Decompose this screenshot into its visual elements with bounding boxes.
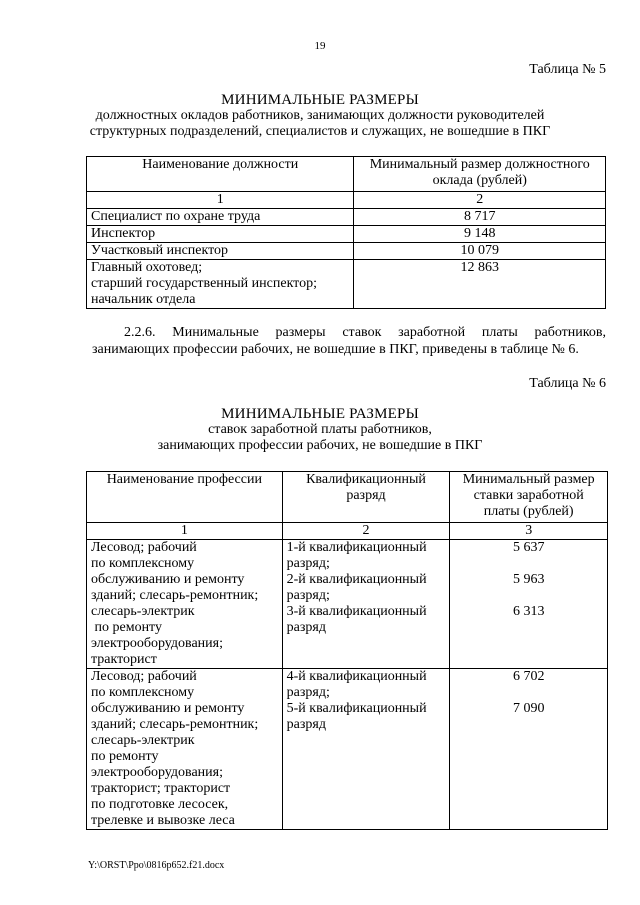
table6-subtitle-line-1: ставок заработной платы работников, bbox=[208, 422, 432, 437]
footer-file-path: Y:\ORST\Ppo\0816p652.f21.docx bbox=[88, 860, 225, 871]
table6-grades bbox=[282, 669, 450, 830]
profession-line: зданий; слесарь-ремонтник; bbox=[91, 717, 259, 732]
paragraph-line-1: 2.2.6. Минимальные размеры ставок заработной платы работников, bbox=[124, 325, 606, 340]
table6-header-rate bbox=[450, 472, 608, 523]
table-row bbox=[87, 260, 606, 309]
table5-salary: 9 148 bbox=[354, 226, 606, 243]
table5-title: МИНИМАЛЬНЫЕ РАЗМЕРЫ bbox=[221, 92, 419, 108]
table5-subtitle-line-2: структурных подразделений, специалистов и служащих, не вошедшие в ПКГ bbox=[89, 124, 551, 139]
rate-value: 7 090 bbox=[512, 701, 545, 716]
rate-value: 6 313 bbox=[512, 604, 545, 619]
profession-line: по ремонту bbox=[91, 620, 162, 635]
page-number: 19 bbox=[314, 40, 326, 52]
table6-header-rate-line: платы (рублей) bbox=[483, 504, 574, 519]
table6-header-row bbox=[87, 472, 608, 523]
table5-header-salary: Минимальный размер должностного оклада (рублей) bbox=[354, 157, 606, 192]
rate-value: 5 637 bbox=[512, 540, 545, 555]
grade-line: разряд bbox=[286, 717, 326, 732]
table6-header-rate-line: Минимальный размер bbox=[462, 472, 595, 487]
grade-line: разряд; bbox=[286, 685, 330, 700]
profession-line: зданий; слесарь-ремонтник; bbox=[91, 588, 259, 603]
profession-line: трелевке и вывозке леса bbox=[91, 813, 235, 828]
table5-position-line: начальник отдела bbox=[91, 292, 196, 307]
table6-heading bbox=[60, 406, 580, 454]
profession-line: по подготовке лесосек, bbox=[91, 797, 229, 812]
profession-line: по ремонту bbox=[91, 749, 159, 764]
grade-line: 2-й квалификационный bbox=[286, 572, 427, 587]
table-row bbox=[87, 226, 606, 243]
table5-colnum-2: 2 bbox=[354, 192, 606, 209]
table5-colnum-1: 1 bbox=[87, 192, 354, 209]
profession-line: по комплексному bbox=[91, 685, 195, 700]
profession-line: электрооборудования; bbox=[91, 765, 223, 780]
table6-header-profession: Наименование профессии bbox=[87, 472, 283, 523]
table5-header-position: Наименование должности bbox=[87, 157, 354, 192]
table5-position-line: Главный охотовед; bbox=[91, 260, 203, 275]
table6-rates bbox=[450, 540, 608, 669]
paragraph-2-2-6 bbox=[92, 324, 606, 358]
table5-position: Специалист по охране труда bbox=[87, 209, 354, 226]
table6-header-rate-line: ставки заработной bbox=[473, 488, 584, 503]
table5-salary: 10 079 bbox=[354, 243, 606, 260]
table6-profession bbox=[87, 540, 283, 669]
profession-line: Лесовод; рабочий bbox=[91, 540, 197, 555]
paragraph-line-2: занимающих профессии рабочих, не вошедшие в ПКГ, приведены в таблице № 6. bbox=[92, 342, 579, 357]
grade-line: разряд; bbox=[286, 556, 330, 571]
table6-profession bbox=[87, 669, 283, 830]
table6-header-grade-line: разряд bbox=[346, 488, 386, 503]
table5-position: Инспектор bbox=[87, 226, 354, 243]
profession-line: тракторист bbox=[91, 652, 157, 667]
profession-line: обслуживанию и ремонту bbox=[91, 701, 245, 716]
profession-line: электрооборудования; bbox=[91, 636, 223, 651]
table5-position: Участковый инспектор bbox=[87, 243, 354, 260]
table5-heading bbox=[60, 92, 580, 140]
table-row bbox=[87, 669, 608, 830]
profession-line: слесарь-электрик bbox=[91, 604, 195, 619]
profession-line: обслуживанию и ремонту bbox=[91, 572, 245, 587]
grade-line: 4-й квалификационный bbox=[286, 669, 427, 684]
table6 bbox=[86, 471, 608, 830]
table5-number-label: Таблица № 5 bbox=[529, 62, 606, 77]
table6-grades bbox=[282, 540, 450, 669]
rate-value: 5 963 bbox=[512, 572, 545, 587]
table5-salary: 8 717 bbox=[354, 209, 606, 226]
table6-header-grade bbox=[282, 472, 450, 523]
grade-line: 5-й квалификационный bbox=[286, 701, 427, 716]
table6-colnum-1: 1 bbox=[87, 523, 283, 540]
grade-line: 1-й квалификационный bbox=[286, 540, 427, 555]
table5-position bbox=[87, 260, 354, 309]
grade-line: разряд bbox=[286, 620, 326, 635]
grade-line: 3-й квалификационный bbox=[286, 604, 427, 619]
table5-header-row bbox=[87, 157, 606, 192]
table5-subtitle-line-1: должностных окладов работников, занимающих должности руководителей bbox=[95, 108, 545, 123]
table6-number-label: Таблица № 6 bbox=[529, 376, 606, 391]
table6-rates bbox=[450, 669, 608, 830]
profession-line: слесарь-электрик bbox=[91, 733, 195, 748]
table6-colnum-row bbox=[87, 523, 608, 540]
table6-title: МИНИМАЛЬНЫЕ РАЗМЕРЫ bbox=[221, 406, 419, 422]
table6-header-grade-line: Квалификационный bbox=[306, 472, 426, 487]
table5-position-line: старший государственный инспектор; bbox=[91, 276, 318, 291]
profession-line: по комплексному bbox=[91, 556, 195, 571]
table-row bbox=[87, 540, 608, 669]
rate-value: 6 702 bbox=[512, 669, 545, 684]
table6-colnum-2: 2 bbox=[282, 523, 450, 540]
table6-colnum-3: 3 bbox=[450, 523, 608, 540]
table6-subtitle-line-2: занимающих профессии рабочих, не вошедшие в ПКГ bbox=[157, 438, 483, 453]
grade-line: разряд; bbox=[286, 588, 330, 603]
table5-salary: 12 863 bbox=[354, 260, 606, 309]
table5 bbox=[86, 156, 606, 309]
table5-colnum-row bbox=[87, 192, 606, 209]
profession-line: тракторист; тракторист bbox=[91, 781, 231, 796]
profession-line: Лесовод; рабочий bbox=[91, 669, 197, 684]
table-row bbox=[87, 209, 606, 226]
table-row bbox=[87, 243, 606, 260]
